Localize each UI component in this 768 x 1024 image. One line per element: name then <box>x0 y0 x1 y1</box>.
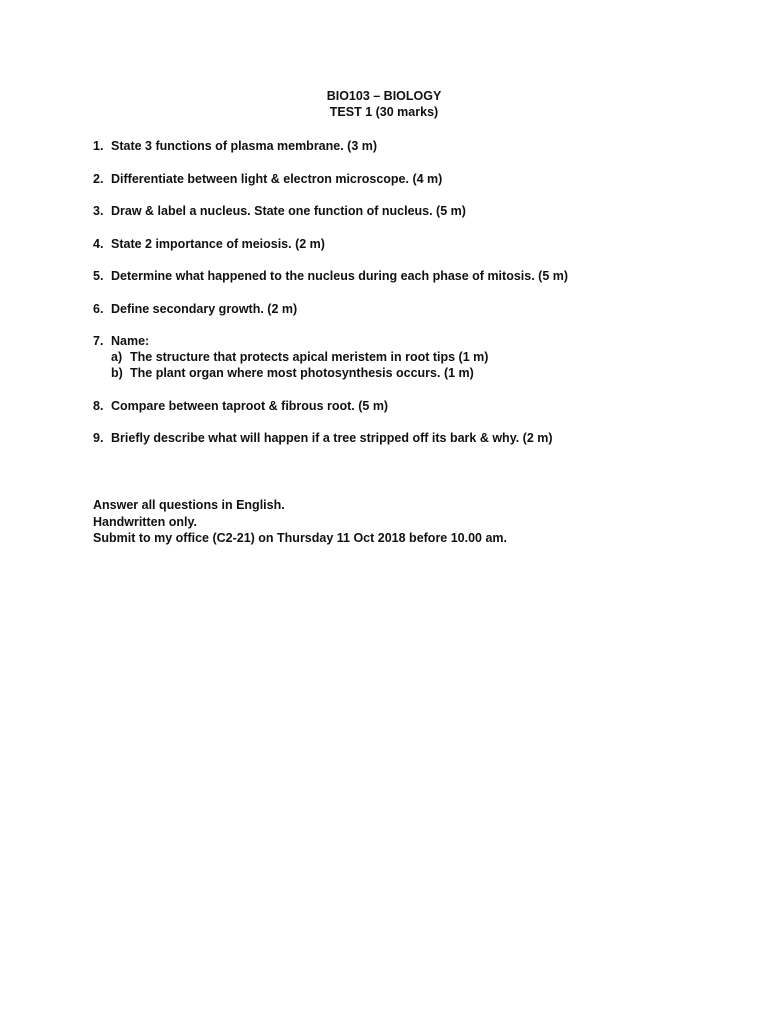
instruction-line: Answer all questions in English. <box>93 498 285 512</box>
question-number: 2. <box>93 171 104 186</box>
question-number: 4. <box>93 236 104 251</box>
document-header <box>0 88 768 120</box>
sub-question-item <box>111 365 733 381</box>
question-item <box>93 138 733 154</box>
question-item <box>93 203 733 219</box>
question-item <box>93 398 733 414</box>
sub-question-letter: b) <box>111 366 123 380</box>
instructions-block <box>93 497 733 547</box>
sub-question-letter: a) <box>111 350 123 364</box>
question-text: Differentiate between light & electron microscope. (4 m) <box>111 171 443 186</box>
sub-question-list <box>111 349 733 381</box>
sub-question-text: The structure that protects apical meristem in root tips (1 m) <box>130 350 489 364</box>
question-text: Determine what happened to the nucleus during each phase of mitosis. (5 m) <box>111 269 569 283</box>
question-number: 9. <box>93 431 104 445</box>
question-item <box>93 268 733 284</box>
sub-question-item <box>111 349 733 365</box>
question-number: 5. <box>93 269 104 283</box>
question-item <box>93 171 733 187</box>
question-text: Briefly describe what will happen if a tree stripped off its bark & why. (2 m) <box>111 431 553 445</box>
question-list <box>93 138 733 463</box>
question-number: 1. <box>93 139 104 153</box>
course-title: BIO103 – BIOLOGY <box>326 89 442 103</box>
question-item <box>93 333 733 381</box>
instruction-line: Submit to my office (C2-21) on Thursday 11 Oct 2018 before 10.00 am. <box>93 531 508 545</box>
question-item <box>93 301 733 317</box>
question-item <box>93 236 733 252</box>
question-text: State 2 importance of meiosis. (2 m) <box>111 236 325 251</box>
question-number: 3. <box>93 204 104 218</box>
question-item <box>93 430 733 446</box>
test-title: TEST 1 (30 marks) <box>329 105 439 119</box>
question-text: Name: <box>111 334 150 348</box>
question-number: 6. <box>93 301 104 316</box>
question-text: State 3 functions of plasma membrane. (3 m) <box>111 139 378 153</box>
sub-question-text: The plant organ where most photosynthesis occurs. (1 m) <box>130 366 474 380</box>
question-text: Define secondary growth. (2 m) <box>111 301 298 316</box>
instruction-line: Handwritten only. <box>93 514 197 529</box>
question-text: Compare between taproot & fibrous root. (5 m) <box>111 398 389 413</box>
question-number: 8. <box>93 398 104 413</box>
question-text: Draw & label a nucleus. State one function of nucleus. (5 m) <box>111 204 466 218</box>
question-number: 7. <box>93 334 104 348</box>
